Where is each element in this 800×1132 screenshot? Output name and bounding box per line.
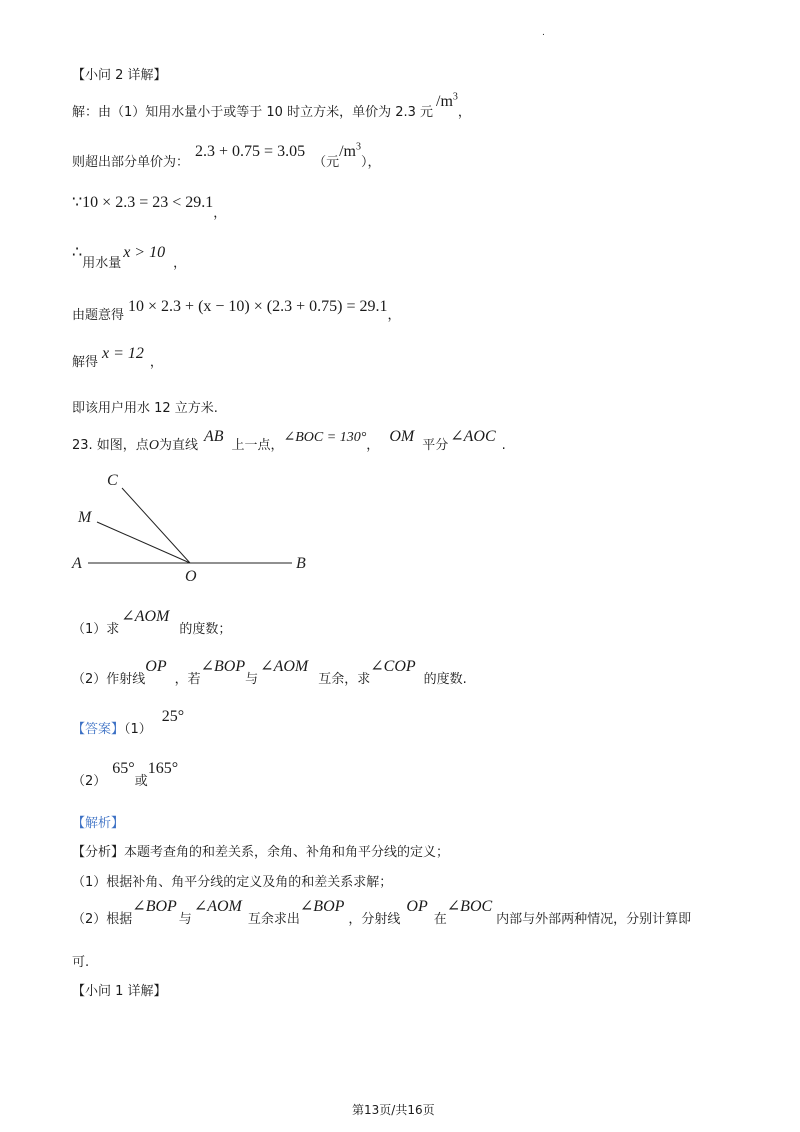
x-greater-10: x > 10 — [123, 244, 166, 261]
solution-line-2: $_{则超出部分单价为:}2.3 + 0.75 = 3.05_{(元}/m^3_{),}$ — [72, 141, 381, 170]
equation: 10 × 2.3 + (x − 10) × (2.3 + 0.75) = 29.1 — [128, 298, 388, 315]
because-inequality: ∵10 × 2.3 = 23 < 29.1 — [72, 194, 214, 211]
excess-price-equation: 2.3 + 0.75 = 3.05 — [195, 143, 306, 160]
page-footer: 第13页/共16页 — [352, 1103, 435, 1117]
unit-m3: $/m^3$ — [339, 141, 361, 160]
ray-om — [97, 522, 190, 563]
x-equals-12: x = 12 — [102, 345, 144, 362]
question-23-part-1: $_{(1)求}\angle AOM_{的度数;}$ — [72, 608, 232, 637]
question-23-intro: $_{23. 如图,点}O_{为直线}AB_{上一点,}\angle BOC$ = $130^\circ_,OM_{平分}\angle AOC_.$ — [72, 428, 506, 453]
answer-2-value-2: 165° — [147, 760, 179, 777]
answer-line-1: $_{【答案】(1)}$25° — [72, 708, 185, 737]
sub2-header: 【小问 2 详解】 — [72, 68, 167, 83]
label-m: M — [78, 509, 92, 526]
analysis-point-2-continued: 可. — [72, 955, 90, 970]
solution-line-1: $_{解:由(1)知用水量小于或等于 10 时立方米,单价为 2.3 元}/m^3_,$ — [72, 91, 471, 120]
analysis-overview: 【分析】本题考查角的和差关系，余角、补角和角平分线的定义； — [72, 845, 450, 860]
answer-1-value: 25° — [161, 708, 185, 725]
answer-line-2: $_{(2)}65^\circ_或165^\circ$ — [72, 760, 179, 789]
header-dot: . — [542, 28, 545, 38]
label-o: O — [185, 568, 197, 585]
solution-line-7: 即该用户用水 12 立方米. — [72, 401, 218, 416]
analysis-point-1: （1）根据补角、角平分线的定义及角的和差关系求解； — [72, 875, 393, 890]
analysis-point-2: $_{(2)根据}\angle BOP_与\angle AOM_{互余求出}\angle BOP_{,分射线}OP_在\angle BOC_{内部与外部两种情况,分别计算即}$ — [72, 898, 692, 927]
unit-m3: $/m^3$ — [436, 91, 458, 110]
therefore-symbol: ∴ — [72, 244, 83, 261]
solution-line-5: $_{由题意得}10 \times 2.3 + (x - 10) \times (2.3 + 0.75) = 29.1_,$ — [72, 298, 401, 323]
label-c: C — [107, 472, 118, 489]
solution-line-1-text: 解：由（1）知用水量小于或等于 10 时立方米，单价为 2.3 元 — [72, 105, 434, 120]
analysis-label: 【解析】 — [72, 816, 125, 831]
ray-oc — [122, 488, 190, 563]
label-a: A — [72, 555, 82, 572]
sub1-header: 【小问 1 详解】 — [72, 984, 167, 999]
solution-line-3: ∵10 × $2.3 = 23 < 29.1_,$ — [72, 194, 227, 221]
solution-line-6: $_{解得}x = 12_,$ — [72, 345, 163, 370]
question-23-part-2: $_{(2)作射线}OP_{,若}\angle BOP_与\angle AOM_{互余,求}\angle COP_{的度数.}$ — [72, 658, 467, 687]
answer-label: 【答案】 — [72, 722, 125, 737]
answer-2-value-1: 65° — [112, 760, 135, 777]
label-b: B — [296, 555, 306, 572]
solution-line-2-text: 则超出部分单价为： — [72, 155, 190, 170]
angle-boc-130: ∠BOC = 130° — [283, 430, 367, 445]
solution-line-4: $\therefore_{用水量}x > 10_,$ — [72, 244, 187, 271]
